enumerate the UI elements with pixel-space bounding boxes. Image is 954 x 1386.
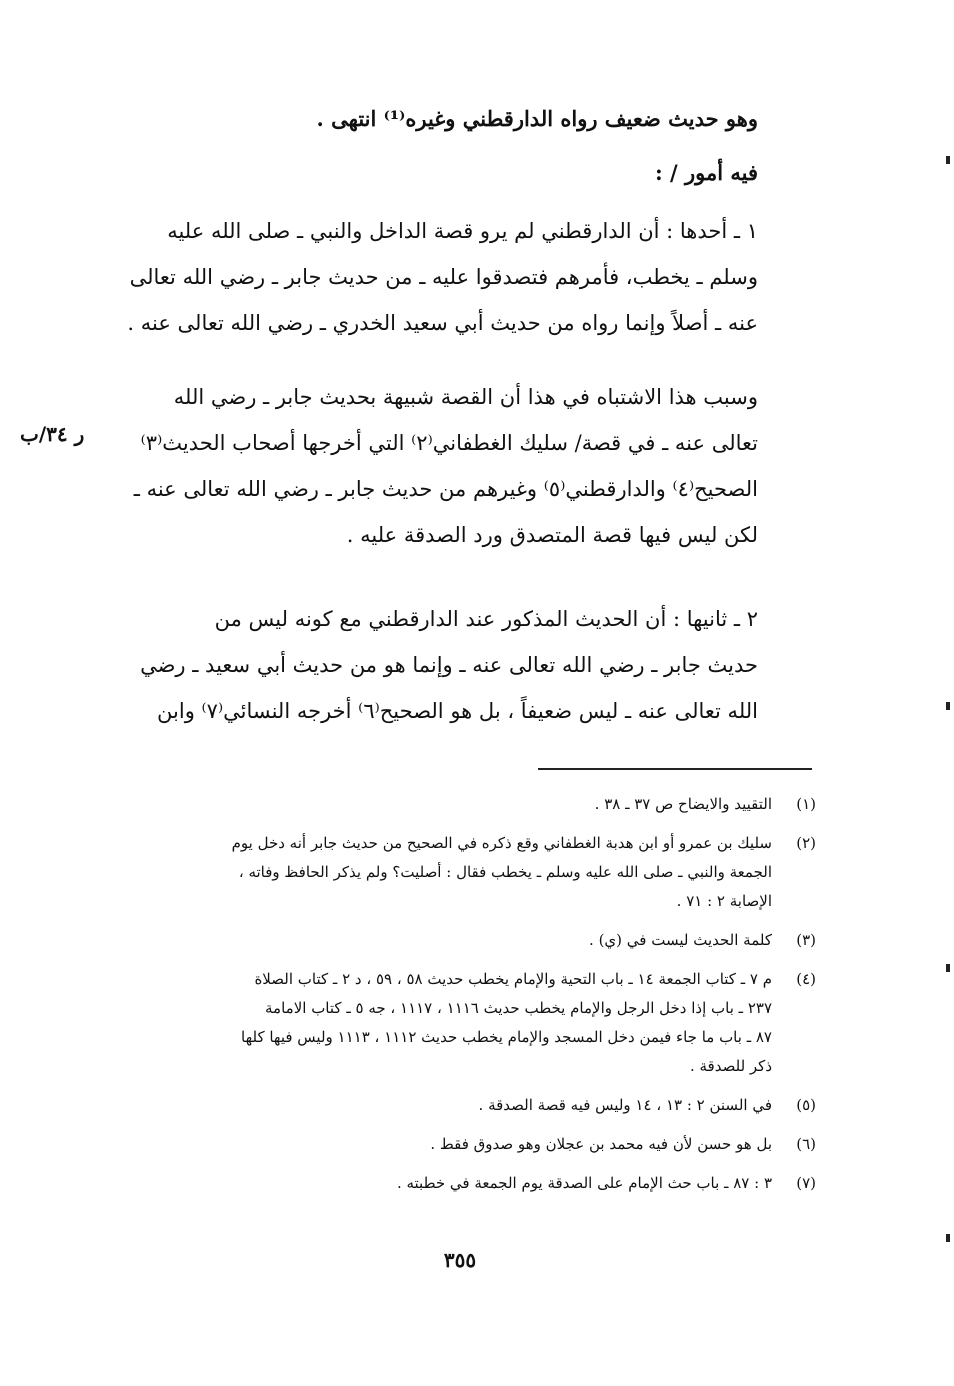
footnote-text <box>118 965 772 1081</box>
footnote-line: التقييد والايضاح ص ٣٧ ـ ٣٨ . <box>594 795 772 813</box>
paragraph-heading <box>118 150 758 196</box>
footnote-line: الإصابة ٢ : ٧١ . <box>676 892 772 910</box>
footnote <box>118 790 816 819</box>
text-line: ٢ ـ ثانيها : أن الحديث المذكور عند الدارقطني مع كونه ليس من <box>214 607 758 631</box>
footnote-line: في السنن ٢ : ١٣ ، ١٤ وليس فيه قصة الصدقة . <box>478 1096 772 1114</box>
text-line: لكن ليس فيها قصة المتصدق ورد الصدقة عليه . <box>346 523 758 547</box>
footnote-text <box>118 1091 772 1120</box>
footnote-number: (١) <box>796 795 816 813</box>
footnote-line: كلمة الحديث ليست في (ي) . <box>589 931 772 949</box>
text-line: عنه ـ أصلاً وإنما رواه من حديث أبي سعيد الخدري ـ رضي الله تعالى عنه . <box>127 311 758 335</box>
text-line: الصحيح⁽٤⁾ والدارقطني⁽٥⁾ وغيرهم من حديث جابر ـ رضي الله تعالى عنه ـ <box>133 477 758 501</box>
footnote-text <box>118 1130 772 1159</box>
margin-folio-note: ر ٣٤/ب <box>20 422 85 446</box>
text-line: وسلم ـ يخطب، فأمرهم فتصدقوا عليه ـ من حديث جابر ـ رضي الله تعالى <box>129 265 758 289</box>
footnote-line: ٣ : ٨٧ ـ باب حث الإمام على الصدقة يوم الجمعة في خطبته . <box>396 1174 772 1192</box>
footnote <box>118 1169 816 1198</box>
text-line: وهو حديث ضعيف رواه الدارقطني وغيره⁽¹⁾ انتهى . <box>316 106 758 131</box>
paragraph-intro <box>118 96 758 142</box>
footnote-line: بل هو حسن لأن فيه محمد بن عجلان وهو صدوق فقط . <box>430 1135 772 1153</box>
footnote-number: (٥) <box>796 1096 816 1114</box>
footnote <box>118 1130 816 1159</box>
footnote <box>118 926 816 955</box>
footnote-text <box>118 926 772 955</box>
footnote-line: ذكر للصدقة . <box>689 1057 772 1075</box>
text-line: فيه أمور / : <box>654 160 758 185</box>
text-line: ١ ـ أحدها : أن الدارقطني لم يرو قصة الداخل والنبي ـ صلى الله عليه <box>167 219 758 243</box>
footnote-text <box>118 829 772 916</box>
footnote-number: (٦) <box>796 1135 816 1153</box>
footnote-separator <box>538 768 812 770</box>
scan-mark <box>946 156 950 164</box>
footnote-number: (٧) <box>796 1174 816 1192</box>
footnote-line: سليك بن عمرو أو ابن هدبة الغطفاني وقع ذكره في الصحيح من حديث جابر أنه دخل يوم <box>231 834 772 852</box>
scan-mark <box>946 702 950 710</box>
paragraph-explanation <box>118 374 758 558</box>
footnote-text <box>118 790 772 819</box>
footnote-number: (٣) <box>796 931 816 949</box>
scan-mark <box>946 1234 950 1242</box>
page-number: ٣٥٥ <box>443 1248 477 1272</box>
paragraph-first-point <box>118 208 758 346</box>
scan-mark <box>946 964 950 972</box>
footnote <box>118 829 816 916</box>
footnote-line: ٨٧ ـ باب ما جاء فيمن دخل المسجد والإمام يخطب حديث ١١١٢ ، ١١١٣ وليس فيها كلها <box>241 1028 772 1046</box>
footnotes <box>118 790 816 1208</box>
footnote-text <box>118 1169 772 1198</box>
text-line: الله تعالى عنه ـ ليس ضعيفاً ، بل هو الصحيح⁽٦⁾ أخرجه النسائي⁽٧⁾ وابن <box>157 699 758 723</box>
footnote-line: الجمعة والنبي ـ صلى الله عليه وسلم ـ يخطب فقال : أصليت؟ ولم يذكر الحافظ وفاته ، <box>238 863 772 881</box>
footnote-number: (٤) <box>796 970 816 988</box>
text-line: حديث جابر ـ رضي الله تعالى عنه ـ وإنما هو من حديث أبي سعيد ـ رضي <box>140 653 758 677</box>
footnote-line: ٢٣٧ ـ باب إذا دخل الرجل والإمام يخطب حديث ١١١٦ ، ١١١٧ ، جه ٥ ـ كتاب الامامة <box>265 999 772 1017</box>
paragraph-second-point <box>118 596 758 734</box>
text-line: تعالى عنه ـ في قصة/ سليك الغطفاني⁽٢⁾ التي أخرجها أصحاب الحديث⁽٣⁾ <box>140 431 758 455</box>
footnote <box>118 965 816 1081</box>
text-line: وسبب هذا الاشتباه في هذا أن القصة شبيهة بحديث جابر ـ رضي الله <box>173 385 758 409</box>
footnote <box>118 1091 816 1120</box>
footnote-line: م ٧ ـ كتاب الجمعة ١٤ ـ باب التحية والإمام يخطب حديث ٥٨ ، ٥٩ ، د ٢ ـ كتاب الصلاة <box>254 970 772 988</box>
footnote-number: (٢) <box>796 834 816 852</box>
